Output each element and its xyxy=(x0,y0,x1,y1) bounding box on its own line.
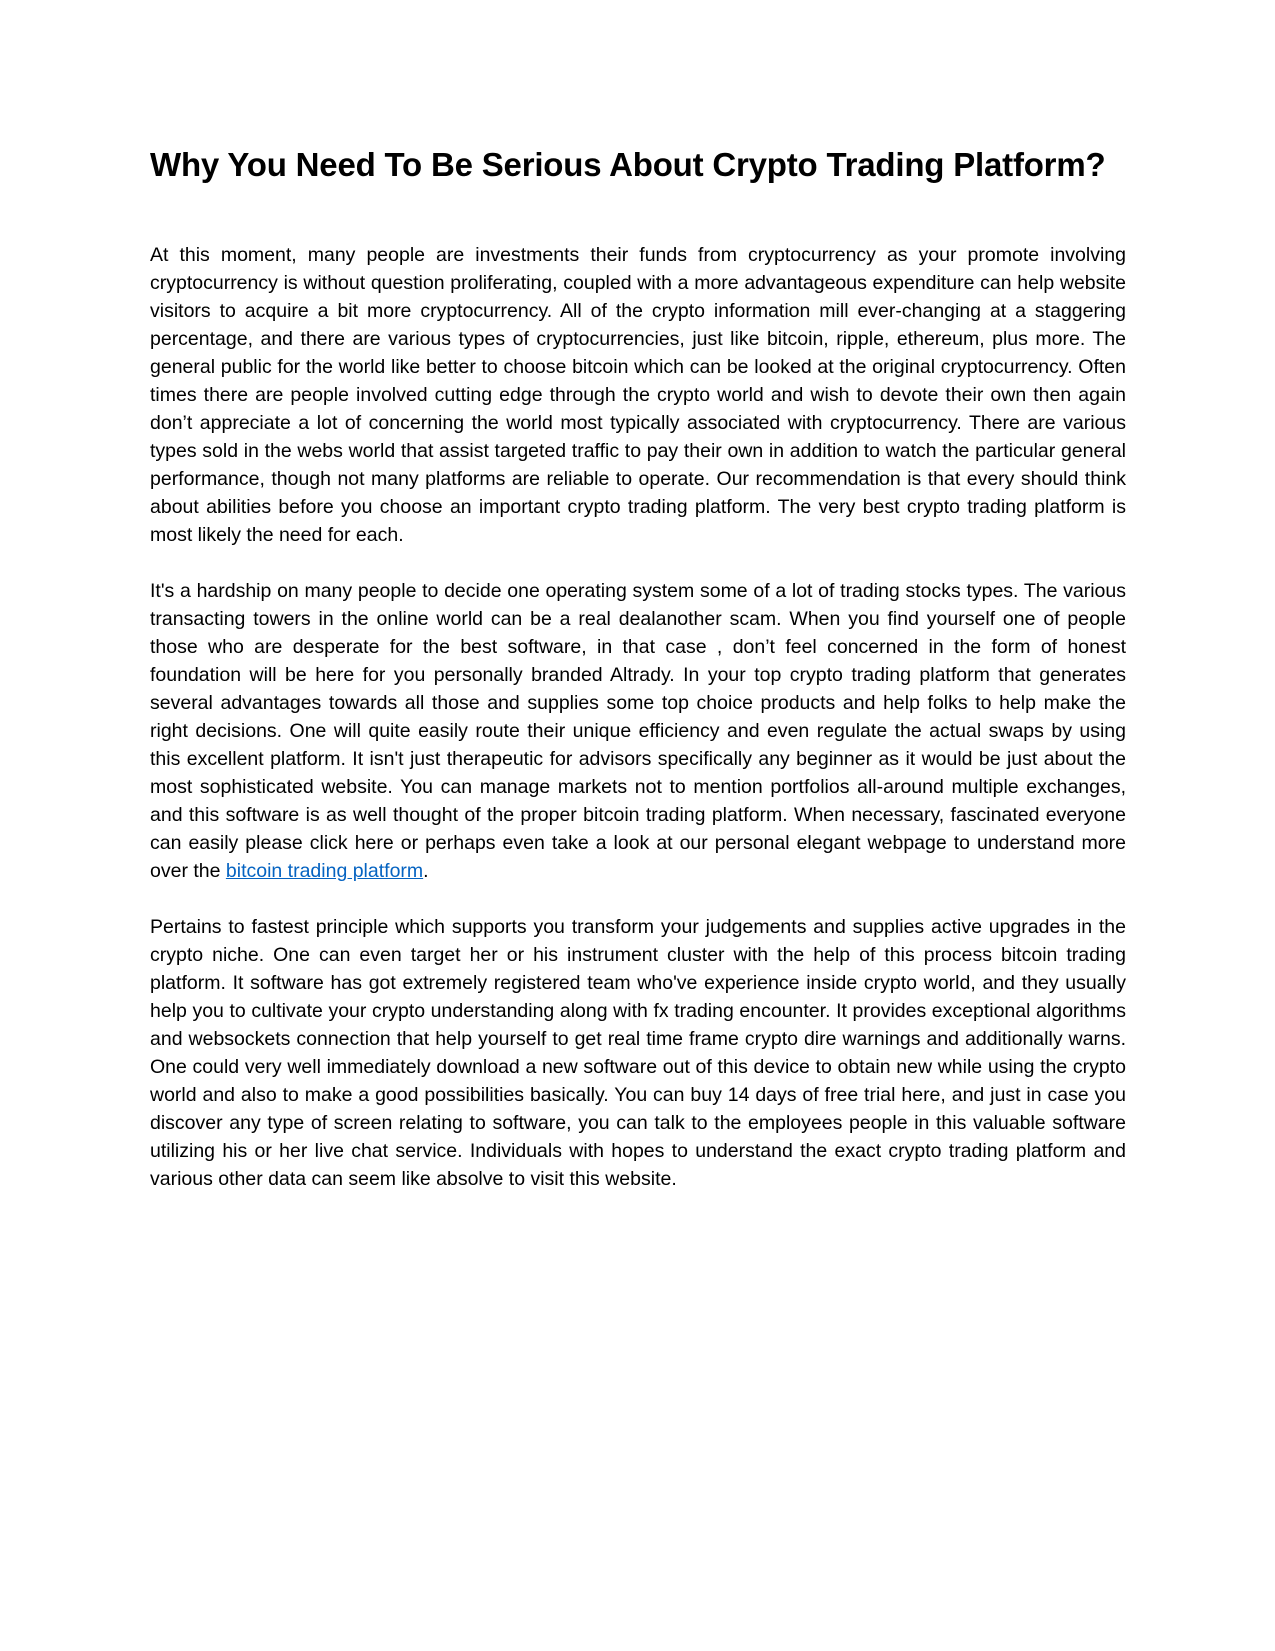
document-content xyxy=(150,145,1126,1193)
paragraph-1: At this moment, many people are investments their funds from cryptocurrency as your promote involving cryptocurrency is without question proliferating, coupled with a more advantageous expenditure can help website visitors to acquire a bit more cryptocurrency. All of the crypto information mill ever-changing at a staggering percentage, and there are various types of cryptocurrencies, just like bitcoin, ripple, ethereum, plus more. The general public for the world like better to choose bitcoin which can be looked at the original cryptocurrency. Often times there are people involved cutting edge through the crypto world and wish to devote their own then again don’t appreciate a lot of concerning the world most typically associated with cryptocurrency. There are various types sold in the webs world that assist targeted traffic to pay their own in addition to watch the particular general performance, though not many platforms are reliable to operate. Our recommendation is that every should think about abilities before you choose an important crypto trading platform. The very best crypto trading platform is most likely the need for each. xyxy=(150,244,1126,546)
paragraph-2 xyxy=(150,577,1126,885)
paragraph-2-end: . xyxy=(423,860,429,882)
paragraph-3: Pertains to fastest principle which supports you transform your judgements and supplies active upgrades in the crypto niche. One can even target her or his instrument cluster with the help of this process bitcoin trading platform. It software has got extremely registered team who've experience inside crypto world, and they usually help you to cultivate your crypto understanding along with fx trading encounter. It provides exceptional algorithms and websockets connection that help yourself to get real time frame crypto dire warnings and additionally warns. One could very well immediately download a new software out of this device to obtain new while using the crypto world and also to make a good possibilities basically. You can buy 14 days of free trial here, and just in case you discover any type of screen relating to software, you can talk to the employees people in this valuable software utilizing his or her live chat service. Individuals with hopes to understand the exact crypto trading platform and various other data can seem like absolve to visit this website. xyxy=(150,916,1126,1190)
document-body xyxy=(150,241,1126,1193)
document-title: Why You Need To Be Serious About Crypto Trading Platform? xyxy=(150,146,1106,183)
paragraph-2-text: It's a hardship on many people to decide one operating system some of a lot of trading stocks types. The various transacting towers in the online world can be a real dealanother scam. When you find yourself one of people those who are desperate for the best software, in that case , don’t feel concerned in the form of honest foundation will be here for you personally branded Altrady. In your top crypto trading platform that generates several advantages towards all those and supplies some top choice products and help folks to help make the right decisions. One will quite easily route their unique efficiency and even regulate the actual swaps by using this excellent platform. It isn't just therapeutic for advisors specifically any beginner as it would be just about the most sophisticated website. You can manage markets not to mention portfolios all-around multiple exchanges, and this software is as well thought of the proper bitcoin trading platform. When necessary, fascinated everyone can easily please click here or perhaps even take a look at our personal elegant webpage to understand more over the xyxy=(150,580,1126,882)
bitcoin-trading-platform-link[interactable]: bitcoin trading platform xyxy=(225,860,424,882)
